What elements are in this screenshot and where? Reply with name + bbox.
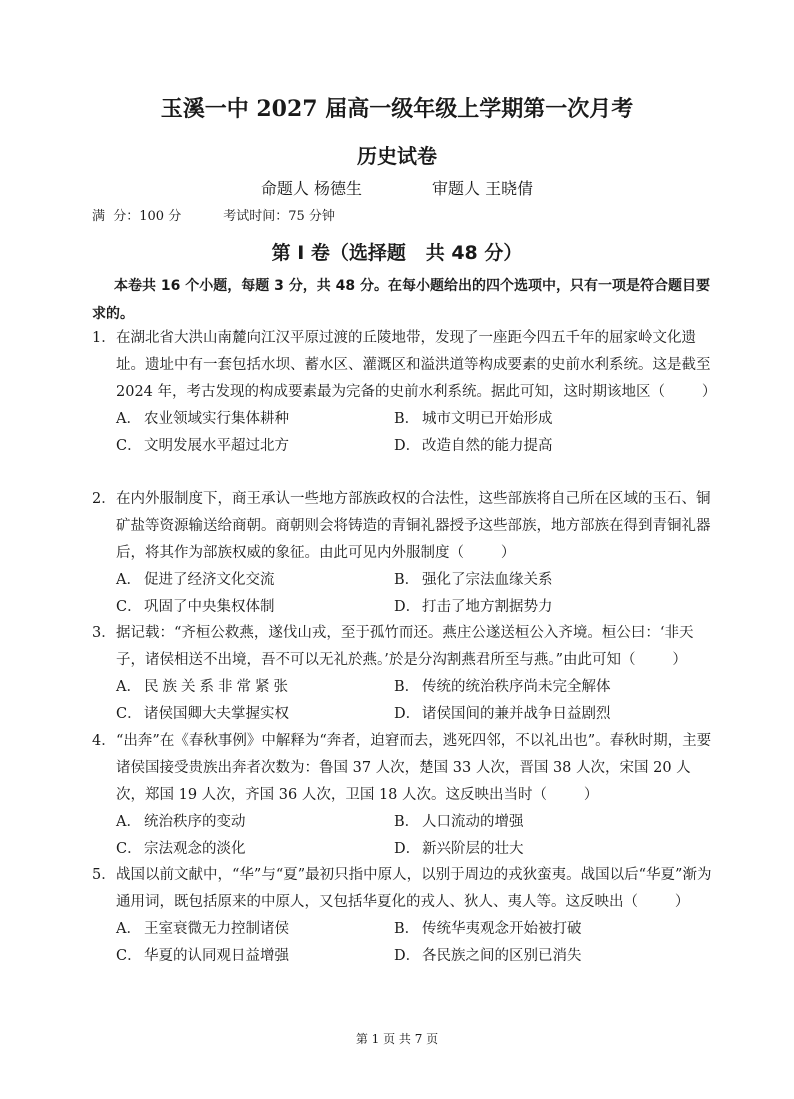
- option-row: [116, 433, 716, 460]
- option-row: [116, 567, 716, 594]
- section-instructions: 本卷共 16 个小题，每题 3 分，共 48 分。在每小题给出的四个选项中，只有一项是符合题目要求的。: [92, 278, 710, 322]
- option-b: B． 传统华夷观念开始被打破: [394, 921, 582, 937]
- question-4: [92, 728, 716, 863]
- option-d: D． 新兴阶层的壮大: [394, 841, 524, 857]
- option-b: B． 传统的统治秩序尚未完全解体: [394, 679, 611, 695]
- option-row: [116, 836, 716, 863]
- option-row: [116, 701, 716, 728]
- option-d: D． 改造自然的能力提高: [394, 438, 553, 454]
- full-score: 满 分：100 分: [92, 209, 182, 224]
- exam-time: 考试时间：75 分钟: [223, 209, 335, 224]
- exam-title: 玉溪一中 2027 届高一级年级上学期第一次月考: [160, 96, 634, 122]
- option-b: B． 强化了宗法血缘关系: [394, 572, 553, 588]
- option-b: B． 人口流动的增强: [394, 814, 524, 830]
- question-number: 5．: [92, 867, 116, 883]
- question-stem: [92, 620, 716, 674]
- option-row: [116, 809, 716, 836]
- option-c: C． 诸侯国卿大夫掌握实权: [116, 706, 289, 722]
- section-title: 第 I 卷（选择题 共 48 分）: [271, 242, 523, 264]
- option-d: D． 打击了地方割据势力: [394, 599, 553, 615]
- option-a: A． 统治秩序的变动: [116, 814, 246, 830]
- option-d: D． 各民族之间的区别已消失: [394, 948, 582, 964]
- question-text: “出奔”在《春秋事例》中解释为“奔者，迫窘而去，逃死四邻，不以礼出也”。春秋时期，主要诸侯国接受贵族出奔者次数为：鲁国 37 人次，楚国 33 人次，晋国 38 人次，宋国 20 人次，郑国 19 人次，齐国 36 人次，卫国 18 人次。这反映出当时（ ）: [116, 733, 712, 803]
- option-a: A． 王室衰微无力控制诸侯: [116, 921, 289, 937]
- question-text: 在内外服制度下，商王承认一些地方部族政权的合法性，这些部族将自己所在区域的玉石、铜矿盐等资源输送给商朝。商朝则会将铸造的青铜礼器授予这些部族，地方部族在得到青铜礼器后，将其作为部族权威的象征。由此可见内外服制度（ ）: [116, 491, 711, 561]
- question-number: 2．: [92, 491, 116, 507]
- option-row: [116, 674, 716, 701]
- question-2: [92, 486, 716, 621]
- question-text: 战国以前文献中，“华”与“夏”最初只指中原人，以别于周边的戎狄蛮夷。战国以后“华夏”渐为通用词，既包括原来的中原人，又包括华夏化的戎人、狄人、夷人等。这反映出（ ）: [116, 867, 712, 910]
- option-c: C． 文明发展水平超过北方: [116, 438, 289, 454]
- question-number: 1．: [92, 330, 116, 346]
- option-row: [116, 943, 716, 970]
- question-reviewer: 审题人 王晓倩: [432, 179, 534, 198]
- option-row: [116, 406, 716, 433]
- question-number: 3．: [92, 625, 116, 641]
- question-1: [92, 325, 716, 460]
- question-text: 在湖北省大洪山南麓向江汉平原过渡的丘陵地带，发现了一座距今四五千年的屈家岭文化遗址。遗址中有一套包括水坝、蓄水区、灌溉区和溢洪道等构成要素的史前水利系统。这是截至 2024 年，考古发现的构成要素最为完备的史前水利系统。据此可知，这时期该地区（ ）: [116, 330, 717, 400]
- question-stem: [92, 325, 716, 406]
- exam-subject: 历史试卷: [357, 144, 437, 168]
- question-3: [92, 620, 716, 728]
- option-row: [116, 916, 716, 943]
- exam-authors: [0, 176, 794, 199]
- question-number: 4．: [92, 733, 116, 749]
- option-c: C． 宗法观念的淡化: [116, 841, 246, 857]
- question-text: 据记载：“齐桓公救燕，遂伐山戎，至于孤竹而还。燕庄公遂送桓公入齐境。桓公曰：‘非天子，诸侯相送不出境，吾不可以无礼於燕。’於是分沟割燕君所至与燕。”由此可知（ ）: [116, 625, 694, 668]
- option-c: C． 巩固了中央集权体制: [116, 599, 275, 615]
- option-row: [116, 594, 716, 621]
- question-stem: [92, 486, 716, 567]
- question-stem: [92, 862, 716, 916]
- option-d: D． 诸侯国间的兼并战争日益剧烈: [394, 706, 611, 722]
- option-a: A． 农业领域实行集体耕种: [116, 411, 289, 427]
- option-b: B． 城市文明已开始形成: [394, 411, 553, 427]
- option-a: A． 促进了经济文化交流: [116, 572, 275, 588]
- option-a: A． 民族关系非常紧张: [116, 679, 292, 695]
- page-number: 第 1 页 共 7 页: [355, 1032, 439, 1046]
- question-setter: 命题人 杨德生: [260, 179, 362, 198]
- question-5: [92, 862, 716, 970]
- exam-meta: [92, 205, 335, 224]
- question-stem: [92, 728, 716, 809]
- option-c: C． 华夏的认同观日益增强: [116, 948, 289, 964]
